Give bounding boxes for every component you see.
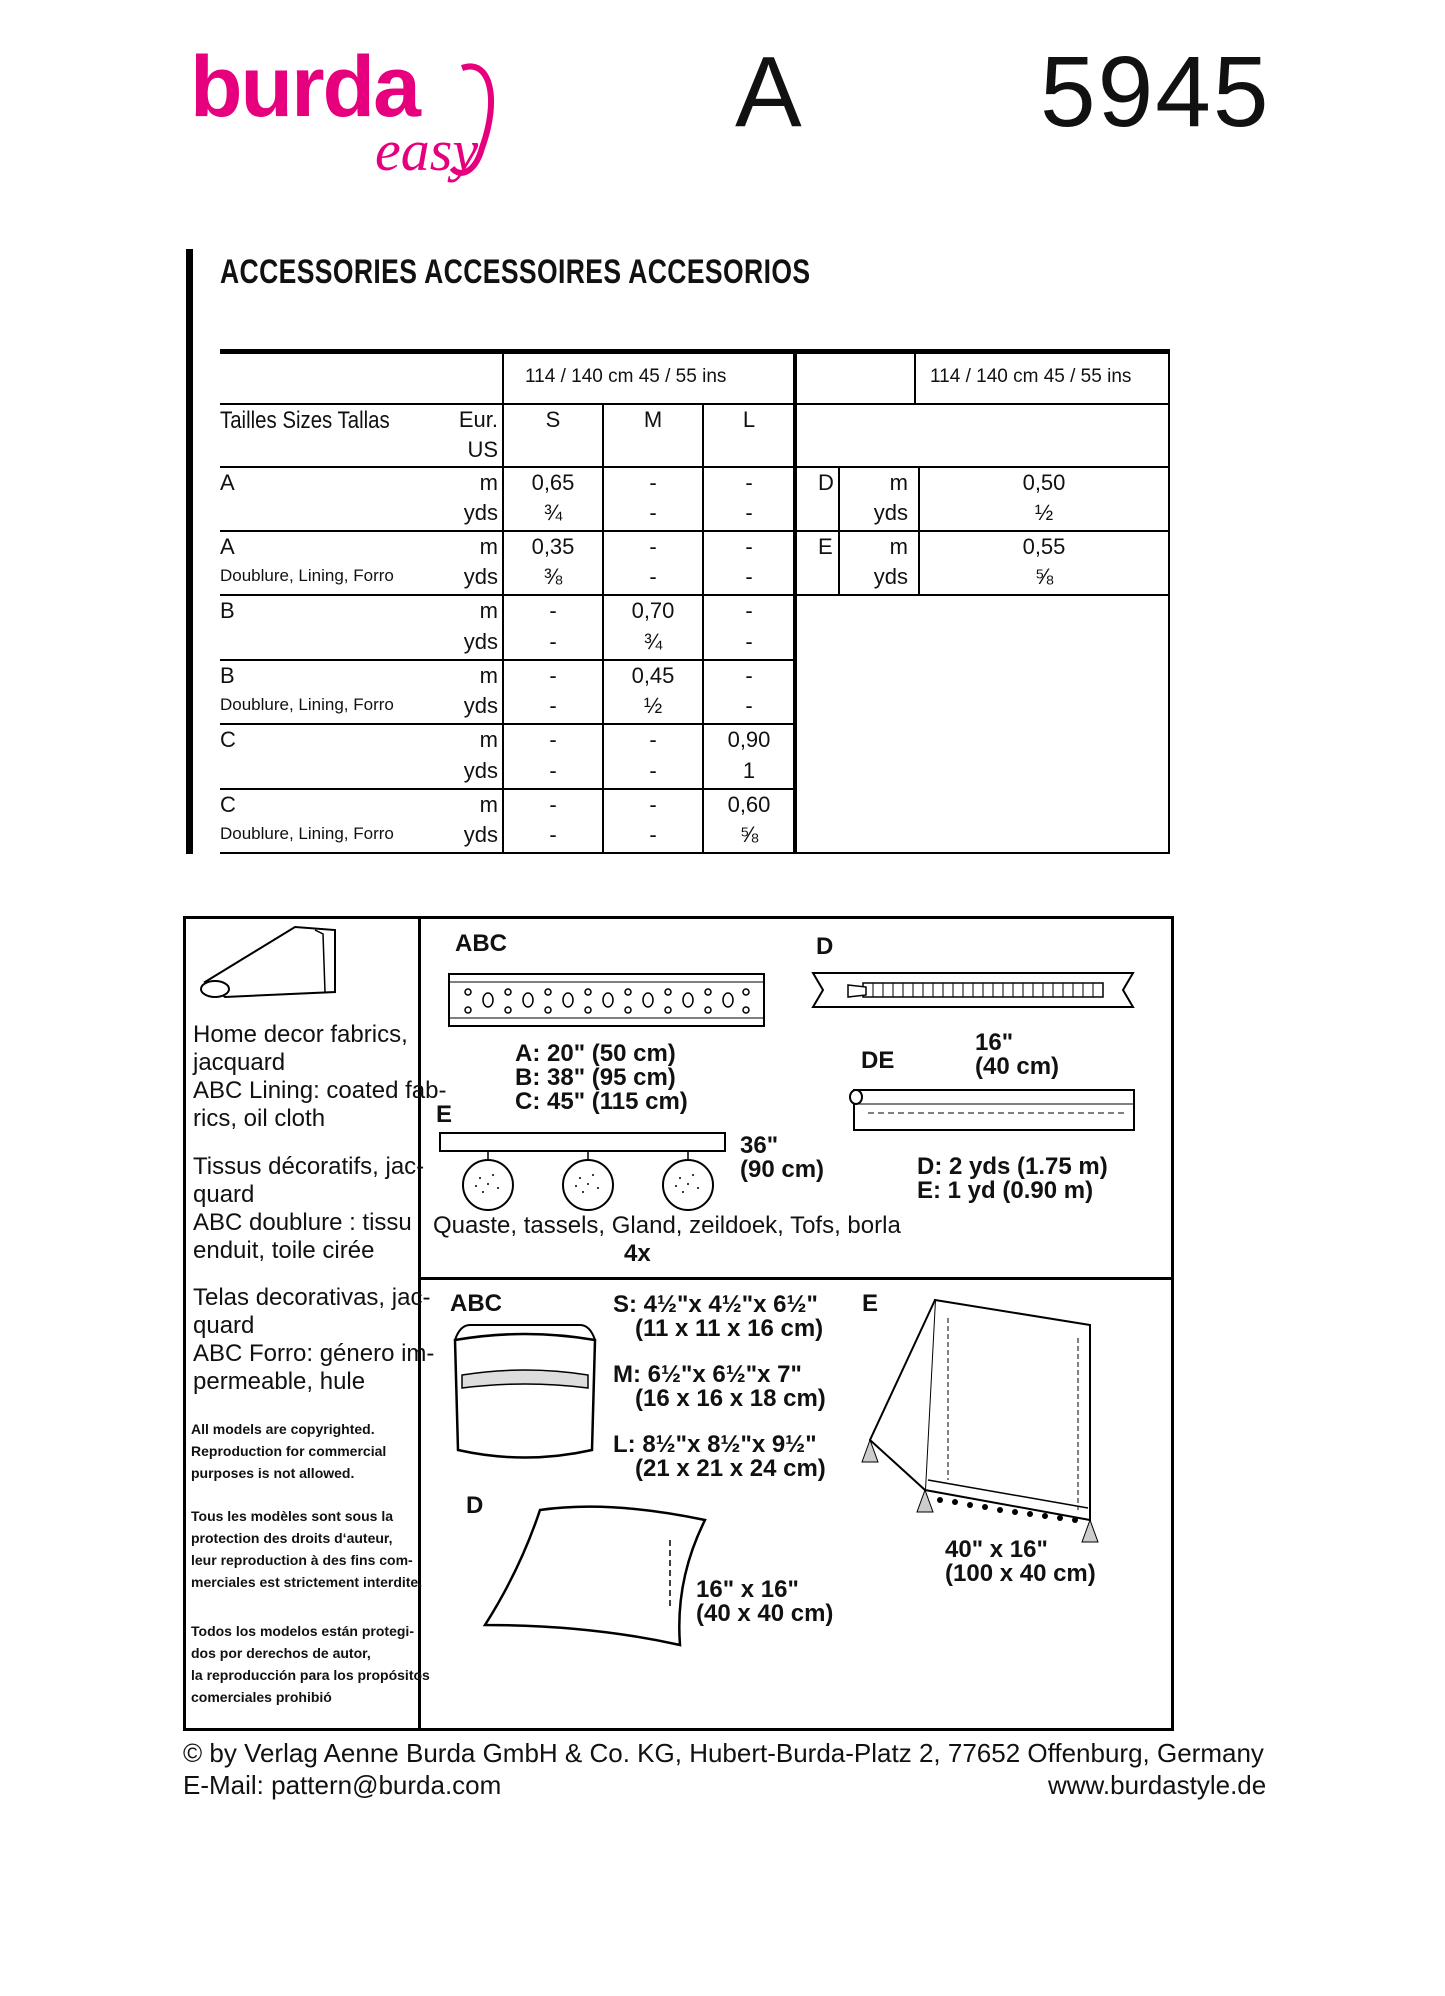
cell-m: 0,45 bbox=[631, 663, 675, 688]
abc-measures bbox=[515, 1042, 688, 1114]
measure-line: D: 2 yds (1.75 m) bbox=[917, 1153, 1108, 1180]
right-yds: ½ bbox=[1034, 500, 1054, 525]
footer-email[interactable]: E-Mail: pattern@burda.com bbox=[183, 1770, 502, 1800]
note-line: la reproducción para los propósitos bbox=[191, 1667, 430, 1683]
right-m: 0,50 bbox=[1022, 470, 1066, 495]
note-line: rics, oil cloth bbox=[193, 1105, 326, 1132]
footer-copyright: © by Verlag Aenne Burda GmbH & Co. KG, Hubert-Burda-Platz 2, 77652 Offenburg, Germany bbox=[183, 1738, 1264, 1768]
cell-yds: - bbox=[649, 758, 657, 783]
cell-yds: - bbox=[745, 564, 753, 589]
cell-yds: ¾ bbox=[643, 629, 663, 654]
cell-yds: - bbox=[745, 693, 753, 718]
unit-m: m bbox=[479, 727, 498, 752]
note-line: enduit, toile cirée bbox=[193, 1237, 375, 1264]
note-line: jacquard bbox=[193, 1049, 286, 1076]
section-title: ACCESSORIES ACCESSOIRES ACCESORIOS bbox=[220, 253, 811, 291]
fabric-notes-es bbox=[193, 1284, 434, 1396]
right-piece: E bbox=[818, 534, 833, 559]
us-label: US bbox=[467, 437, 498, 462]
note-line: Tous les modèles sont sous la bbox=[191, 1508, 394, 1524]
basket-sizes bbox=[613, 1293, 826, 1481]
eur-label: Eur. bbox=[458, 407, 498, 432]
note-line: purposes is not allowed. bbox=[191, 1465, 355, 1481]
row-note: Doublure, Lining, Forro bbox=[220, 824, 394, 843]
row-piece: A bbox=[220, 470, 235, 495]
notion-e-label: E bbox=[436, 1101, 453, 1128]
view-d-label: D bbox=[466, 1492, 484, 1519]
note-line: comerciales prohibió bbox=[191, 1689, 332, 1705]
note-line: leur reproduction à des fins com- bbox=[191, 1552, 413, 1568]
cell-m: - bbox=[649, 470, 657, 495]
notion-abc-label: ABC bbox=[455, 930, 507, 957]
note-line: quard bbox=[193, 1312, 255, 1339]
cell-m: - bbox=[745, 534, 753, 559]
cell-yds: - bbox=[649, 822, 657, 847]
svg-text:burda: burda bbox=[190, 39, 419, 135]
unit-yds: yds bbox=[463, 629, 498, 654]
unit-m: m bbox=[479, 663, 498, 688]
cell-m: - bbox=[549, 727, 557, 752]
burda-easy-logo bbox=[190, 38, 510, 188]
row-piece: C bbox=[220, 792, 236, 817]
note-line: Todos los modelos están protegi- bbox=[191, 1623, 414, 1639]
measure-line: (40 cm) bbox=[975, 1053, 1060, 1080]
size-line: (100 x 40 cm) bbox=[945, 1560, 1096, 1587]
piping-cord-icon bbox=[848, 1085, 1138, 1135]
cell-yds: - bbox=[745, 629, 753, 654]
cell-yds: 1 bbox=[742, 758, 756, 783]
note-line: Telas decorativas, jac- bbox=[193, 1284, 431, 1311]
fabric-roll-icon bbox=[195, 922, 345, 1002]
row-note: Doublure, Lining, Forro bbox=[220, 566, 394, 585]
size-line: 16" x 16" bbox=[696, 1576, 799, 1603]
cell-yds: ⅜ bbox=[543, 564, 563, 589]
view-abc-label: ABC bbox=[450, 1290, 502, 1317]
size-line: 40" x 16" bbox=[945, 1536, 1048, 1563]
cell-m: - bbox=[649, 534, 657, 559]
note-line: ABC Forro: género im- bbox=[193, 1340, 435, 1367]
measure-line: 16" bbox=[975, 1029, 1014, 1056]
section-bar bbox=[186, 249, 193, 854]
size-line: M: 6½"x 6½"x 7" bbox=[613, 1361, 802, 1388]
cell-m: 0,60 bbox=[727, 792, 771, 817]
measure-line: C: 45" (115 cm) bbox=[515, 1088, 688, 1115]
note-line: permeable, hule bbox=[193, 1368, 366, 1395]
note-line: Home decor fabrics, bbox=[193, 1021, 408, 1048]
copyright-es bbox=[191, 1620, 430, 1708]
cell-yds: - bbox=[649, 564, 657, 589]
measure-line: 36" bbox=[740, 1132, 779, 1159]
unit-yds: yds bbox=[463, 564, 498, 589]
cell-m: 0,70 bbox=[631, 598, 675, 623]
eyelet-tape-icon bbox=[448, 970, 768, 1032]
unit-yds: yds bbox=[463, 822, 498, 847]
unit-m: m bbox=[479, 534, 498, 559]
tassels-qty: 4x bbox=[624, 1240, 651, 1267]
size-col-l: L bbox=[742, 407, 756, 432]
width-header-left: 114 / 140 cm 45 / 55 ins bbox=[525, 366, 727, 387]
view-letter: A bbox=[735, 36, 802, 148]
cell-yds: ½ bbox=[643, 693, 663, 718]
measure-line: E: 1 yd (0.90 m) bbox=[917, 1177, 1094, 1204]
note-line: ABC Lining: coated fab- bbox=[193, 1077, 447, 1104]
note-line: protection des droits d‘auteur, bbox=[191, 1530, 393, 1546]
note-line: dos por derechos de autor, bbox=[191, 1645, 371, 1661]
cell-yds: - bbox=[745, 500, 753, 525]
fabric-notes-fr bbox=[193, 1153, 424, 1265]
size-line: (40 x 40 cm) bbox=[696, 1600, 834, 1627]
unit-m: m bbox=[889, 534, 908, 559]
note-line: quard bbox=[193, 1181, 255, 1208]
unit-yds: yds bbox=[873, 500, 908, 525]
cell-m: - bbox=[745, 598, 753, 623]
right-yds: ⅝ bbox=[1034, 564, 1054, 589]
size-col-m: M bbox=[643, 407, 663, 432]
size-line: (16 x 16 x 18 cm) bbox=[635, 1385, 826, 1412]
unit-yds: yds bbox=[463, 758, 498, 783]
unit-yds: yds bbox=[463, 500, 498, 525]
fabric-basket-drawing bbox=[450, 1320, 600, 1470]
size-line: L: 8½"x 8½"x 9½" bbox=[613, 1431, 817, 1458]
right-piece: D bbox=[818, 470, 834, 495]
copyright-en bbox=[191, 1418, 386, 1484]
cell-yds: - bbox=[549, 822, 557, 847]
size-line: (11 x 11 x 16 cm) bbox=[635, 1315, 824, 1342]
size-line: (21 x 21 x 24 cm) bbox=[635, 1455, 826, 1482]
pattern-number: 5945 bbox=[1040, 36, 1271, 148]
cell-yds: - bbox=[649, 500, 657, 525]
unit-m: m bbox=[889, 470, 908, 495]
measure-line: A: 20" (50 cm) bbox=[515, 1040, 676, 1067]
unit-yds: yds bbox=[873, 564, 908, 589]
cell-m: - bbox=[549, 792, 557, 817]
row-note: Doublure, Lining, Forro bbox=[220, 695, 394, 714]
svg-text:easy: easy bbox=[375, 118, 479, 183]
cell-m: 0,35 bbox=[531, 534, 575, 559]
size-line: S: 4½"x 4½"x 6½" bbox=[613, 1291, 818, 1318]
runner-size bbox=[945, 1538, 1096, 1586]
measure-line: B: 38" (95 cm) bbox=[515, 1064, 676, 1091]
cell-m: 0,90 bbox=[727, 727, 771, 752]
tassels-label: Quaste, tassels, Gland, zeildoek, Tofs, borla bbox=[433, 1212, 901, 1239]
de-measures bbox=[917, 1155, 1108, 1203]
cushion-size bbox=[696, 1578, 833, 1626]
size-col-s: S bbox=[545, 407, 561, 432]
zipper-icon bbox=[808, 965, 1138, 1015]
footer-website[interactable]: www.burdastyle.de bbox=[1048, 1770, 1267, 1800]
copyright-fr bbox=[191, 1505, 422, 1593]
unit-yds: yds bbox=[463, 693, 498, 718]
fabric-notes-en bbox=[193, 1021, 447, 1133]
unit-m: m bbox=[479, 792, 498, 817]
cell-yds: ¾ bbox=[543, 500, 563, 525]
unit-m: m bbox=[479, 598, 498, 623]
notion-d-label: D bbox=[816, 933, 834, 960]
note-line: Tissus décoratifs, jac- bbox=[193, 1153, 425, 1180]
note-line: All models are copyrighted. bbox=[191, 1421, 375, 1437]
cell-yds: ⅝ bbox=[739, 822, 759, 847]
row-piece: B bbox=[220, 598, 235, 623]
note-line: Reproduction for commercial bbox=[191, 1443, 387, 1459]
cell-m: - bbox=[549, 663, 557, 688]
cell-yds: - bbox=[549, 629, 557, 654]
measure-line: (90 cm) bbox=[740, 1156, 825, 1183]
row-piece: B bbox=[220, 663, 235, 688]
cell-yds: - bbox=[549, 693, 557, 718]
cell-m: - bbox=[745, 663, 753, 688]
note-line: ABC doublure : tissu bbox=[193, 1209, 412, 1236]
row-piece: C bbox=[220, 727, 236, 752]
unit-m: m bbox=[479, 470, 498, 495]
notion-de-label: DE bbox=[861, 1047, 895, 1074]
cell-yds: - bbox=[549, 758, 557, 783]
d-length bbox=[975, 1031, 1059, 1079]
view-e-label: E bbox=[862, 1290, 879, 1317]
cell-m: - bbox=[649, 792, 657, 817]
row-piece: A bbox=[220, 534, 235, 559]
cell-m: - bbox=[549, 598, 557, 623]
e-length bbox=[740, 1134, 824, 1182]
cell-m: 0,65 bbox=[531, 470, 575, 495]
right-m: 0,55 bbox=[1022, 534, 1066, 559]
cell-m: - bbox=[649, 727, 657, 752]
cell-m: - bbox=[745, 470, 753, 495]
note-line: merciales est strictement interdite. bbox=[191, 1574, 423, 1590]
sizes-label: Tailles Sizes Tallas bbox=[220, 407, 390, 434]
width-header-right: 114 / 140 cm 45 / 55 ins bbox=[930, 366, 1132, 387]
cushion-drawing bbox=[480, 1500, 710, 1650]
